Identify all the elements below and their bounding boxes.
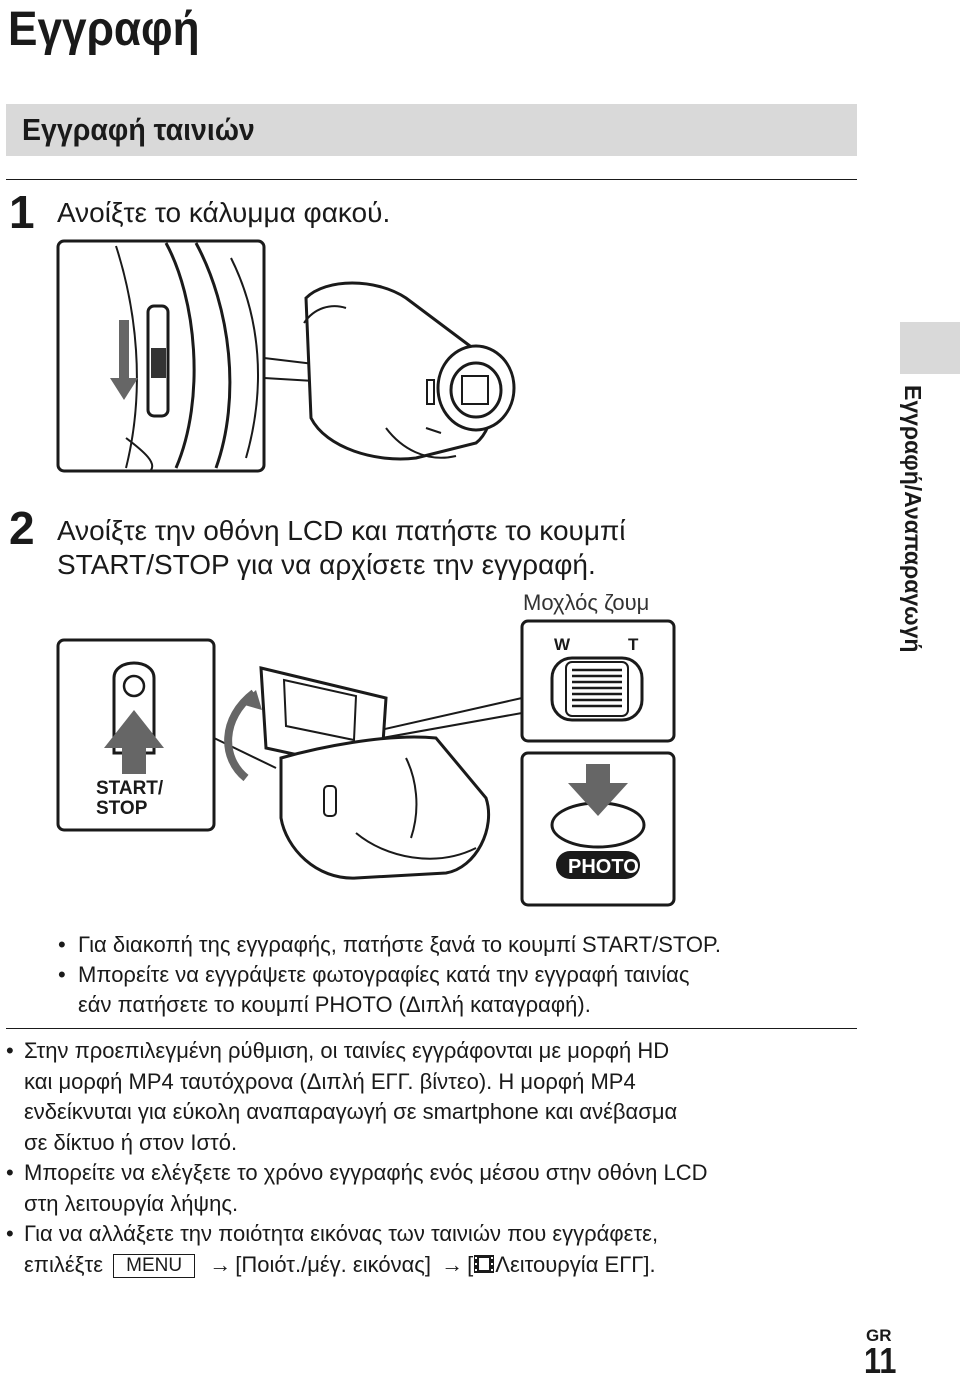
start-stop-label-line1: START/ bbox=[96, 778, 164, 799]
side-tab bbox=[900, 322, 960, 374]
step-2-number: 2 bbox=[9, 502, 35, 554]
start-stop-label-line2: STOP bbox=[96, 798, 148, 819]
list-item: • Μπορείτε να εγγράψετε φωτογραφίες κατά την εγγραφή ταινίας bbox=[56, 960, 856, 990]
section-title: Εγγραφή ταινιών bbox=[22, 112, 255, 147]
note-item: • Στην προεπιλεγμένη ρύθμιση, οι ταινίες εγγράφονται με μορφή HD και μορφή MP4 ταυτόχρονα (Διπλή ΕΓΓ. βίντεο). Η μορφή MP4 ενδείκνυται για εύκολη αναπαραγωγή σε smartphone και ανέβασμα σε δίκτυο ή στον Ιστό. bbox=[4, 1036, 874, 1158]
step-1-text: Ανοίξτε το κάλυμμα φακού. bbox=[57, 197, 391, 228]
side-tab-label: Εγγραφή/Αναπαραγωγή bbox=[900, 385, 926, 653]
arrow-right-icon: → bbox=[441, 1251, 464, 1277]
step-1-number: 1 bbox=[9, 186, 35, 238]
region-label: GR bbox=[866, 1326, 892, 1345]
film-icon bbox=[473, 1254, 495, 1274]
page-number: 11 bbox=[864, 1340, 897, 1381]
step-2-bullet-list bbox=[56, 930, 856, 1020]
page-title: Εγγραφή bbox=[8, 3, 200, 56]
section-divider bbox=[6, 179, 857, 180]
list-item: • Για διακοπή της εγγραφής, πατήστε ξανά το κουμπί START/STOP. bbox=[56, 930, 856, 960]
zoom-lever-caption: Μοχλός ζουμ bbox=[523, 590, 650, 615]
step-2-line2: START/STOP για να αρχίσετε την εγγραφή. bbox=[57, 549, 596, 580]
zoom-w-label: W bbox=[554, 635, 571, 654]
menu-key-icon: MENU bbox=[113, 1254, 195, 1278]
note-item: • Μπορείτε να ελέγξετε το χρόνο εγγραφής ενός μέσου στην οθόνη LCD στη λειτουργία λήψης. bbox=[4, 1158, 874, 1219]
start-stop-illustration bbox=[56, 618, 680, 908]
notes-list bbox=[4, 1036, 874, 1280]
zoom-t-label: T bbox=[628, 635, 639, 654]
arrow-right-icon: → bbox=[209, 1251, 232, 1277]
step-2-line1: Ανοίξτε την οθόνη LCD και πατήστε το κουμπί bbox=[57, 515, 626, 546]
note-item: • Για να αλλάξετε την ποιότητα εικόνας των ταινιών που εγγράφετε, επιλέξτε MENU → [Ποιότ./μέγ. εικόνας] → [ Λειτουργία ΕΓΓ]. bbox=[4, 1219, 874, 1280]
lens-cover-illustration bbox=[56, 238, 556, 478]
photo-button-label: PHOTO bbox=[568, 856, 639, 878]
notes-divider bbox=[6, 1028, 857, 1029]
list-item-continuation: εάν πατήσετε το κουμπί PHOTO (Διπλή καταγραφή). bbox=[78, 992, 591, 1017]
